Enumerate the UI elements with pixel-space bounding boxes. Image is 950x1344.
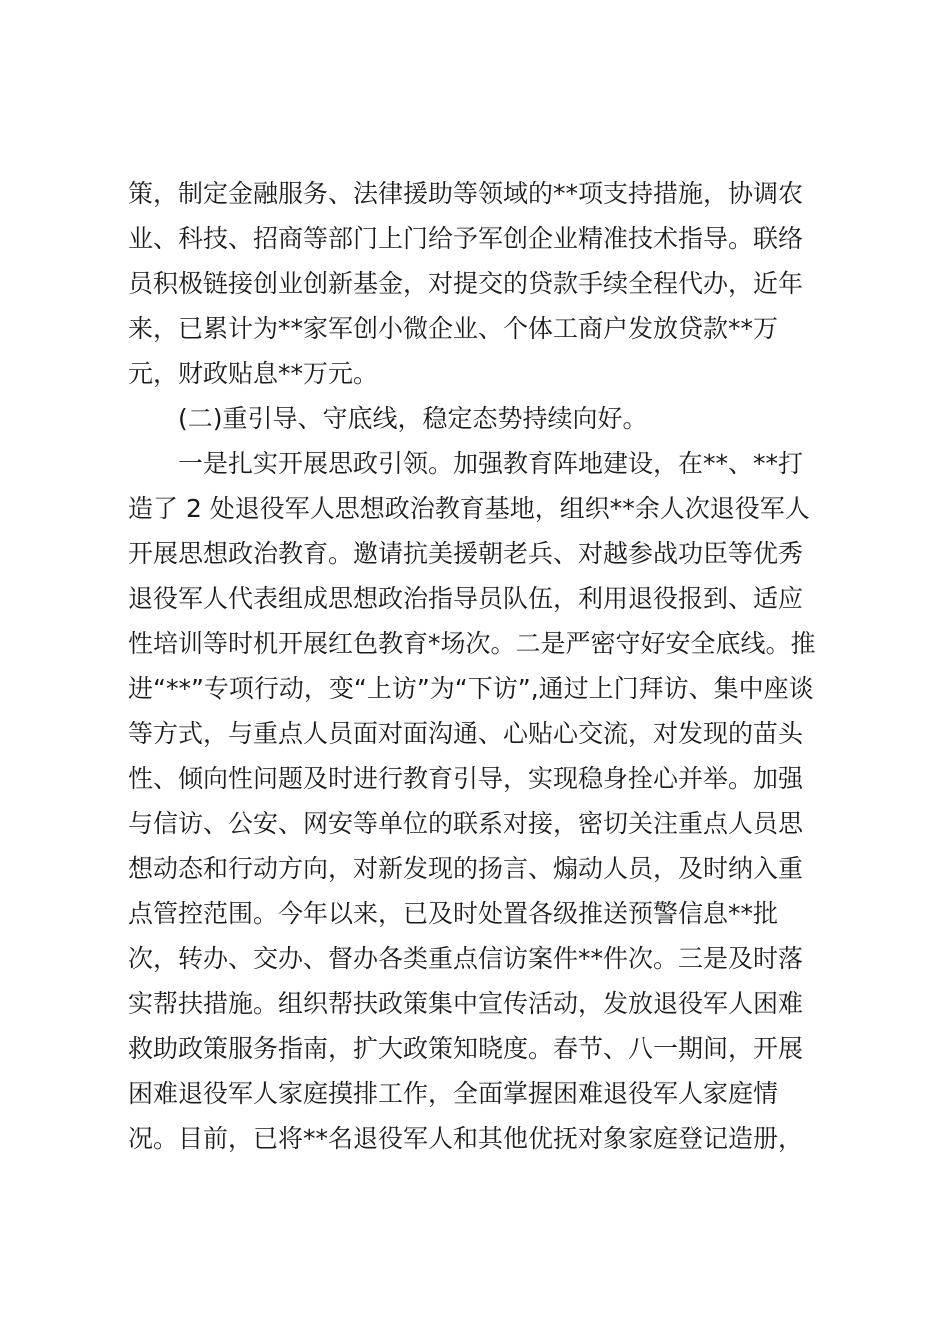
text-line: 造了 2 处退役军人思想政治教育基地，组织**余人次退役军人 <box>128 494 810 523</box>
text-line: 等方式，与重点人员面对面沟通、心贴心交流，对发现的苗头 <box>128 719 804 748</box>
section-heading: (二)重引导、守底线，稳定态势持续向好。 <box>178 404 648 433</box>
text-line: 策，制定金融服务、法律援助等领域的**项支持措施，协调农 <box>128 179 804 208</box>
text-line: 开展思想政治教育。邀请抗美援朝老兵、对越参战功臣等优秀 <box>128 539 804 568</box>
text-line: 退役军人代表组成思想政治指导员队伍，利用退役报到、适应 <box>128 584 804 613</box>
text-line: 来，已累计为**家军创小微企业、个体工商户发放贷款**万 <box>128 314 779 343</box>
text-line: 一是扎实开展思政引领。加强教育阵地建设，在**、**打 <box>178 449 804 478</box>
text-line: 救助政策服务指南，扩大政策知晓度。春节、八一期间，开展 <box>128 1034 804 1063</box>
text-line: 业、科技、招商等部门上门给予军创企业精准技术指导。联络 <box>128 224 804 253</box>
text-line: 性培训等时机开展红色教育*场次。二是严密守好安全底线。推 <box>128 629 816 658</box>
text-line: 性、倾向性问题及时进行教育引导，实现稳身拴心并举。加强 <box>128 764 804 793</box>
text-line: 点管控范围。今年以来，已及时处置各级推送预警信息**批 <box>128 899 779 928</box>
text-line: 困难退役军人家庭摸排工作，全面掌握困难退役军人家庭情 <box>128 1079 779 1108</box>
text-line: 元，财政贴息**万元。 <box>128 359 379 388</box>
text-line: 与信访、公安、网安等单位的联系对接，密切关注重点人员思 <box>128 809 804 838</box>
text-line: 次，转办、交办、督办各类重点信访案件**件次。三是及时落 <box>128 944 804 973</box>
text-line: 实帮扶措施。组织帮扶政策集中宣传活动，发放退役军人困难 <box>128 989 804 1018</box>
text-line: 进“**”专项行动，变“上访”为“下访”,通过上门拜访、集中座谈 <box>128 674 814 703</box>
text-line: 员积极链接创业创新基金，对提交的贷款手续全程代办，近年 <box>128 269 804 298</box>
text-line: 想动态和行动方向，对新发现的扬言、煽动人员，及时纳入重 <box>128 854 804 883</box>
text-line: 况。目前，已将**名退役军人和其他优抚对象家庭登记造册， <box>128 1124 804 1153</box>
